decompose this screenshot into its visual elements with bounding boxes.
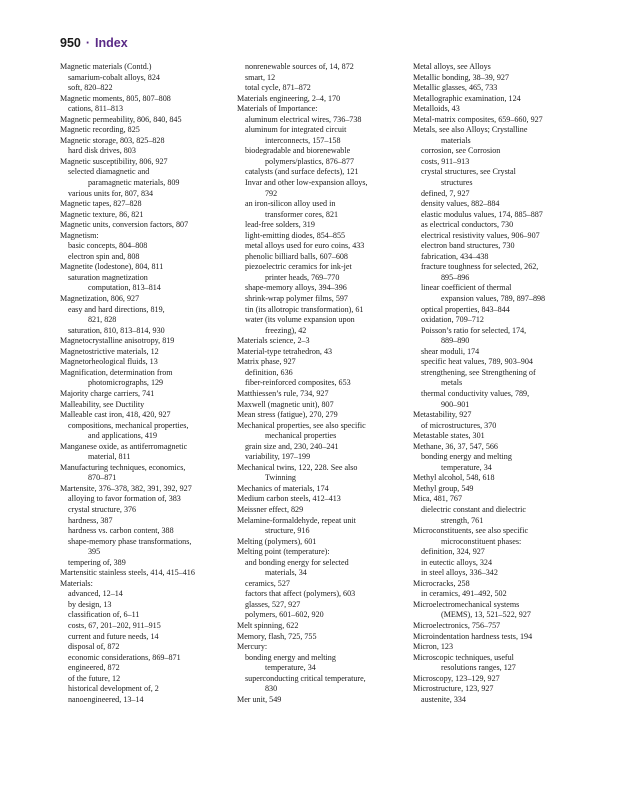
index-entry: compositions, mechanical properties,: [68, 420, 189, 430]
index-entry: Metal alloys, see Alloys: [413, 62, 491, 71]
index-entry: hard disk drives, 803: [68, 146, 136, 156]
index-entry: Magnetic susceptibility, 806, 927: [60, 156, 168, 166]
index-entry: Magnification, determination from: [60, 367, 173, 377]
index-entry: and applications, 419: [88, 431, 158, 441]
index-entry: fabrication, 434–438: [421, 251, 489, 261]
index-entry: lead-free solders, 319: [245, 220, 315, 230]
index-entry: Magnetic moments, 805, 807–808: [60, 93, 171, 103]
index-entry: 821, 828: [88, 315, 117, 325]
index-entry: Metals, see also Alloys; Crystalline: [413, 125, 528, 135]
index-entry: thermal conductivity values, 789,: [421, 388, 530, 398]
index-entry: phenolic billiard balls, 607–608: [245, 251, 348, 261]
index-entry: Poisson’s ratio for selected, 174,: [421, 325, 527, 335]
page-number: 950: [60, 36, 81, 50]
index-entry: selected diamagnetic and: [68, 167, 150, 177]
index-entry: saturation, 810, 813–814, 930: [68, 325, 165, 335]
index-entry: shape-memory phase transformations,: [68, 536, 192, 546]
index-entry: Magnetite (lodestone), 804, 811: [60, 262, 164, 272]
index-entry: alloying to favor formation of, 383: [68, 494, 181, 504]
index-entry: strengthening, see Strengthening of: [421, 367, 536, 377]
index-entry: structure, 916: [265, 526, 310, 536]
index-entry: shape-memory alloys, 394–396: [245, 283, 347, 293]
index-entry: Magnetism:: [60, 230, 99, 240]
section-title: Index: [95, 36, 128, 50]
index-entry: smart, 12: [245, 72, 276, 82]
index-entry: Micron, 123: [413, 642, 454, 652]
index-column-2: [237, 62, 407, 705]
index-entry: mechanical properties: [265, 431, 337, 441]
index-entry: Material-type tetrahedron, 43: [237, 346, 333, 356]
index-entry: 830: [265, 684, 278, 694]
index-entry: elastic modulus values, 174, 885–887: [421, 209, 543, 219]
header-separator: ·: [85, 36, 91, 50]
index-entry: dielectric constant and dielectric: [421, 504, 526, 514]
index-entry: of microstructures, 370: [421, 420, 497, 430]
index-entry: austenite, 334: [421, 694, 466, 704]
index-entry: Matrix phase, 927: [237, 357, 296, 367]
index-entry: Majority charge carriers, 741: [60, 388, 155, 398]
index-entry: temperature, 34: [265, 663, 316, 673]
index-entry: Mechanical twins, 122, 228. See also: [237, 462, 358, 472]
index-entry: Manganese oxide, as antiferromagnetic: [60, 441, 188, 451]
index-entry: Materials of Importance:: [237, 104, 318, 114]
index-entry: metals: [441, 378, 463, 388]
index-entry: metal alloys used for euro coins, 433: [245, 241, 365, 251]
index-entry: interconnects, 157–158: [265, 135, 341, 145]
index-entry: computation, 813–814: [88, 283, 161, 293]
index-entry: light-emitting diodes, 854–855: [245, 230, 346, 240]
index-entry: printer heads, 769–770: [265, 272, 340, 282]
index-entry: 395: [88, 547, 101, 557]
index-entry: Mechanics of materials, 174: [237, 483, 329, 493]
index-entry: Microstructure, 123, 927: [413, 684, 494, 694]
index-entry: in steel alloys, 336–342: [421, 568, 498, 578]
index-column-1: [60, 62, 230, 705]
index-entry: linear coefficient of thermal: [421, 283, 512, 293]
index-entry: Meissner effect, 829: [237, 504, 304, 514]
index-entry: shrink-wrap polymer films, 597: [245, 294, 348, 304]
index-entry: Manufacturing techniques, economics,: [60, 462, 186, 472]
index-entry: superconducting critical temperature,: [245, 673, 366, 683]
index-entry: Metallic bonding, 38–39, 927: [413, 72, 509, 82]
index-entry: total cycle, 871–872: [245, 83, 311, 93]
index-entry: Twinning: [265, 473, 296, 483]
index-entry: 792: [265, 188, 278, 198]
index-entry: advanced, 12–14: [68, 589, 123, 599]
index-entry: Maxwell (magnetic unit), 807: [237, 399, 334, 409]
index-entry: factors that affect (polymers), 603: [245, 589, 356, 599]
index-entry: Melt spinning, 622: [237, 620, 299, 630]
index-entry: polymers, 601–602, 920: [245, 610, 324, 620]
index-entry: Mercury:: [237, 642, 268, 652]
index-entry: definition, 636: [245, 367, 293, 377]
index-entry: classification of, 6–11: [68, 610, 140, 620]
index-entry: in eutectic alloys, 324: [421, 557, 493, 567]
index-entry: Microelectronics, 756–757: [413, 620, 501, 630]
index-entry: Magnetic storage, 803, 825–828: [60, 135, 165, 145]
index-entry: photomicrographs, 129: [88, 378, 164, 388]
index-entry: optical properties, 843–844: [421, 304, 510, 314]
index-entry: Memory, flash, 725, 755: [237, 631, 317, 641]
index-entry: expansion values, 789, 897–898: [441, 294, 546, 304]
index-entry: aluminum for integrated circuit: [245, 125, 347, 135]
index-entry: crystal structures, see Crystal: [421, 167, 516, 177]
index-entry: samarium-cobalt alloys, 824: [68, 72, 160, 82]
index-entry: Metallic glasses, 465, 733: [413, 83, 498, 93]
index-entry: as electrical conductors, 730: [421, 220, 514, 230]
index-entry: Mean stress (fatigue), 270, 279: [237, 410, 338, 420]
index-entry: Microelectromechanical systems: [413, 599, 520, 609]
index-entry: hardness, 387: [68, 515, 113, 525]
index-entry: fracture toughness for selected, 262,: [421, 262, 539, 272]
index-entry: Medium carbon steels, 412–413: [237, 494, 341, 504]
index-entry: fiber-reinforced composites, 653: [245, 378, 351, 388]
index-entry: Metal-matrix composites, 659–660, 927: [413, 114, 543, 124]
index-entry: microconstituent phases:: [441, 536, 522, 546]
index-entry: Mica, 481, 767: [413, 494, 463, 504]
index-entry: Magnetic permeability, 806, 840, 845: [60, 114, 182, 124]
index-entry: materials, 34: [265, 568, 307, 578]
index-entry: Materials:: [60, 578, 93, 588]
index-entry: Magnetostrictive materials, 12: [60, 346, 159, 356]
index-entry: Materials science, 2–3: [237, 336, 310, 346]
index-entry: crystal structure, 376: [68, 504, 137, 514]
index-entry: variability, 197–199: [245, 452, 311, 462]
index-entry: Magnetic tapes, 827–828: [60, 199, 142, 209]
index-entry: freezing), 42: [265, 325, 307, 335]
index-entry: Microscopy, 123–129, 927: [413, 673, 500, 683]
index-entry: biodegradable and biorenewable: [245, 146, 351, 156]
index-entry: shear moduli, 174: [421, 346, 480, 356]
index-entry: Microindentation hardness tests, 194: [413, 631, 533, 641]
index-entry: Melting (polymers), 601: [237, 536, 317, 546]
index-entry: various units for, 807, 834: [68, 188, 154, 198]
index-entry: catalysts (and surface defects), 121: [245, 167, 359, 177]
index-entry: hardness vs. carbon content, 388: [68, 526, 174, 536]
index-entry: water (its volume expansion upon: [245, 315, 355, 325]
index-entry: economic considerations, 869–871: [68, 652, 181, 662]
index-entry: density values, 882–884: [421, 199, 500, 209]
index-entry: materials: [441, 135, 471, 145]
index-entry: Magnetic materials (Contd.): [60, 62, 152, 71]
index-entry: Magnetization, 806, 927: [60, 294, 140, 304]
index-entry: bonding energy and melting: [245, 652, 336, 662]
index-entry: Metastable states, 301: [413, 431, 485, 441]
index-entry: by design, 13: [68, 599, 112, 609]
index-entry: Melting point (temperature):: [237, 547, 330, 557]
index-entry: soft, 820–822: [68, 83, 113, 93]
index-entry: defined, 7, 927: [421, 188, 470, 198]
index-entry: saturation magnetization: [68, 272, 148, 282]
index-entry: (MEMS), 13, 521–522, 927: [441, 610, 531, 620]
index-entry: corrosion, see Corrosion: [421, 146, 501, 156]
index-entry: transformer cores, 821: [265, 209, 339, 219]
index-entry: Martensitic stainless steels, 414, 415–416: [60, 568, 195, 578]
index-entry: electron spin and, 808: [68, 251, 140, 261]
index-entry: 870–871: [88, 473, 117, 483]
index-entry: of the future, 12: [68, 673, 121, 683]
index-entry: in ceramics, 491–492, 502: [421, 589, 507, 599]
index-column-3: [413, 62, 588, 705]
index-entry: Magnetic texture, 86, 821: [60, 209, 144, 219]
index-entry: bonding energy and melting: [421, 452, 512, 462]
index-entry: resolutions ranges, 127: [441, 663, 516, 673]
index-entry: piezoelectric ceramics for ink-jet: [245, 262, 352, 272]
index-entry: specific heat values, 789, 903–904: [421, 357, 533, 367]
index-entry: structures: [441, 178, 473, 188]
index-entry: Microscopic techniques, useful: [413, 652, 514, 662]
index-entry: tin (its allotropic transformation), 61: [245, 304, 364, 314]
index-entry: Matthiessen’s rule, 734, 927: [237, 388, 329, 398]
index-entry: Materials engineering, 2–4, 170: [237, 93, 341, 103]
index-entry: Metallographic examination, 124: [413, 93, 521, 103]
index-entry: paramagnetic materials, 809: [88, 178, 180, 188]
index-entry: strength, 761: [441, 515, 484, 525]
index-entry: Magnetocrystalline anisotropy, 819: [60, 336, 175, 346]
index-entry: Martensite, 376–378, 382, 391, 392, 927: [60, 483, 192, 493]
index-entry: temperature, 34: [441, 462, 492, 472]
index-entry: Microcracks, 258: [413, 578, 470, 588]
index-entry: aluminum electrical wires, 736–738: [245, 114, 362, 124]
index-entry: electrical resistivity values, 906–907: [421, 230, 540, 240]
index-entry: nonrenewable sources of, 14, 872: [245, 62, 354, 71]
index-entry: Magnetic recording, 825: [60, 125, 140, 135]
index-entry: historical development of, 2: [68, 684, 159, 694]
index-entry: 889–890: [441, 336, 470, 346]
index-entry: Methane, 36, 37, 547, 566: [413, 441, 498, 451]
index-entry: electron band structures, 730: [421, 241, 515, 251]
index-entry: Melamine-formaldehyde, repeat unit: [237, 515, 356, 525]
index-entry: polymers/plastics, 876–877: [265, 156, 355, 166]
index-entry: Mer unit, 549: [237, 694, 282, 704]
index-entry: basic concepts, 804–808: [68, 241, 148, 251]
index-entry: grain size and, 230, 240–241: [245, 441, 339, 451]
index-entry: nanoengineered, 13–14: [68, 694, 144, 704]
index-entry: costs, 911–913: [421, 156, 470, 166]
index-entry: Methyl alcohol, 548, 618: [413, 473, 495, 483]
index-entry: engineered, 872: [68, 663, 120, 673]
index-entry: Methyl group, 549: [413, 483, 474, 493]
index-entry: Metalloids, 43: [413, 104, 460, 114]
index-entry: Metastability, 927: [413, 410, 472, 420]
index-entry: Magnetic units, conversion factors, 807: [60, 220, 189, 230]
index-entry: ceramics, 527: [245, 578, 290, 588]
index-entry: cations, 811–813: [68, 104, 124, 114]
index-entry: disposal of, 872: [68, 642, 120, 652]
index-entry: 895–896: [441, 272, 470, 282]
index-entry: costs, 67, 201–202, 911–915: [68, 620, 161, 630]
running-header: [60, 36, 128, 50]
index-entry: material, 811: [88, 452, 131, 462]
index-entry: Malleability, see Ductility: [60, 399, 145, 409]
index-entry: 900–901: [441, 399, 470, 409]
index-entry: Malleable cast iron, 418, 420, 927: [60, 410, 171, 420]
index-entry: Invar and other low-expansion alloys,: [245, 178, 368, 188]
index-entry: Microconstituents, see also specific: [413, 526, 529, 536]
index-entry: current and future needs, 14: [68, 631, 159, 641]
index-entry: oxidation, 709–712: [421, 315, 484, 325]
index-entry: Mechanical properties, see also specific: [237, 420, 366, 430]
index-entry: and bonding energy for selected: [245, 557, 349, 567]
index-entry: tempering of, 389: [68, 557, 126, 567]
index-entry: an iron-silicon alloy used in: [245, 199, 336, 209]
index-entry: Magnetorheological fluids, 13: [60, 357, 158, 367]
index-entry: glasses, 527, 927: [245, 599, 301, 609]
index-entry: definition, 324, 927: [421, 547, 485, 557]
index-entry: easy and hard directions, 819,: [68, 304, 165, 314]
